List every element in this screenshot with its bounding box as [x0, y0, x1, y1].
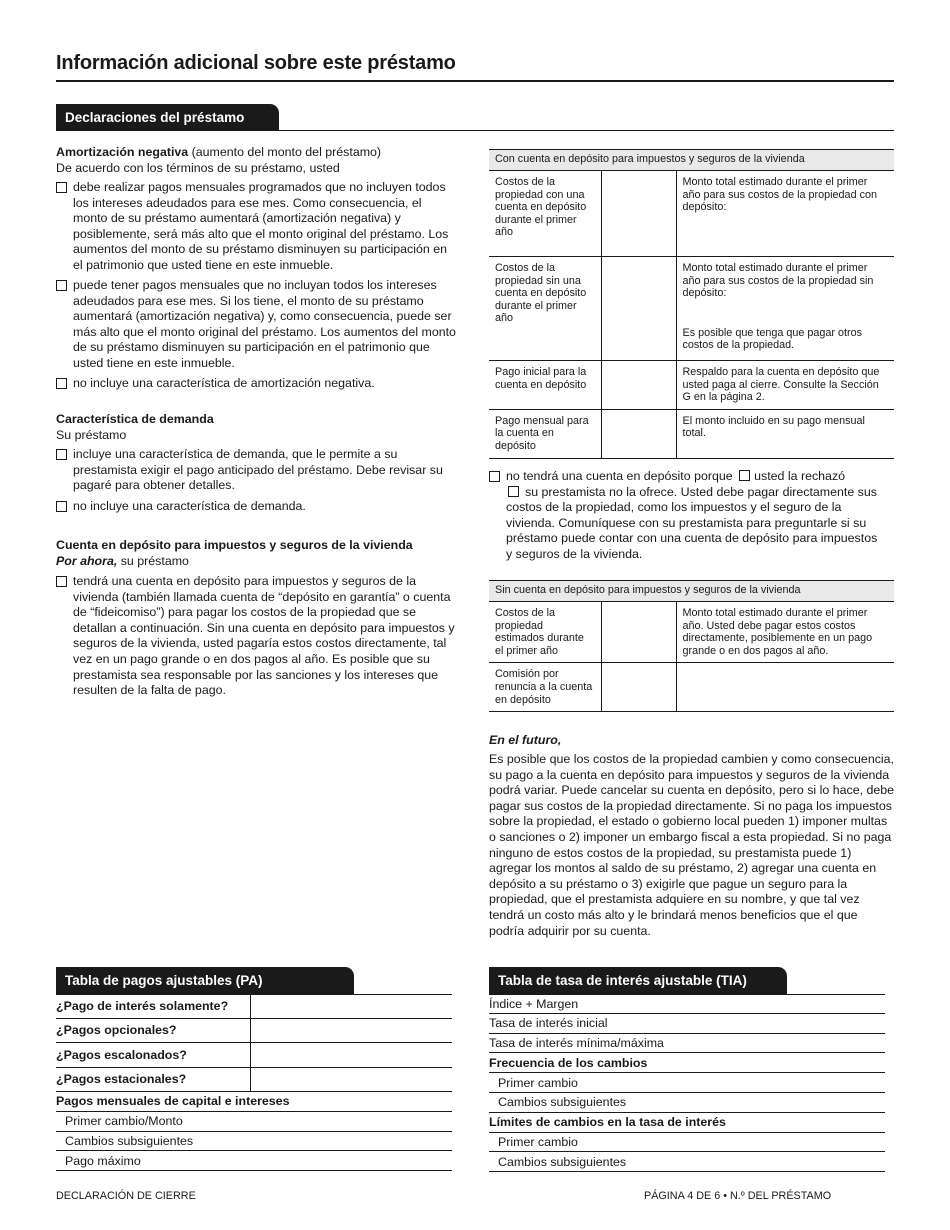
escrow-heading: Cuenta en depósito para impuestos y seguros de la vivienda: [56, 538, 413, 552]
row-label: Costos de la propiedad con una cuenta en depósito durante el primer año: [489, 171, 601, 257]
checkbox[interactable]: [56, 378, 67, 389]
escrow-intro: Por ahora, su préstamo: [56, 554, 189, 568]
page-title: Información adicional sobre este préstamo: [56, 52, 456, 74]
table-row: [56, 1151, 452, 1171]
row-label: Primer cambio: [498, 1134, 578, 1149]
row-description: El monto incluido en su pago mensual total.: [676, 409, 894, 458]
amount-field[interactable]: [601, 257, 676, 361]
amount-field[interactable]: [601, 663, 676, 712]
ap-table-tab: Tabla de pagos ajustables (PA): [56, 967, 354, 994]
air-table-tab: Tabla de tasa de interés ajustable (TIA): [489, 967, 787, 994]
table-row: [489, 1034, 885, 1054]
table-row: [56, 1043, 452, 1068]
table-row: [489, 257, 894, 361]
checkbox[interactable]: [56, 501, 67, 512]
table-row: [489, 409, 894, 458]
row-label: Pago mensual para la cuenta en depósito: [489, 409, 601, 458]
ap-table: [56, 994, 452, 1171]
air-table: [489, 994, 885, 1172]
row-label: ¿Pagos estacionales?: [56, 1068, 251, 1092]
checkbox[interactable]: [56, 576, 67, 587]
declined-checkbox[interactable]: [739, 470, 750, 481]
row-label: Tasa de interés inicial: [489, 1016, 608, 1031]
value-field[interactable]: [251, 995, 452, 1018]
row-label: Pago inicial para la cuenta en depósito: [489, 361, 601, 410]
amount-field[interactable]: [601, 171, 676, 257]
row-label: Primer cambio: [498, 1075, 578, 1090]
table-row: [56, 1092, 452, 1112]
row-label: Frecuencia de los cambios: [489, 1055, 648, 1070]
escrow-option[interactable]: tendrá una cuenta en depósito para impuestos y seguros de la vivienda (también llamada cuenta de “depósito en garantía” o cuenta de “fideicomiso”) para pagar los costos de la propiedad que se detallan a continuación. Sin una cuenta en depósito para impuestos y seguros de la vivienda, usted pagaría estos costos directamente, tal vez en un pago grande o en dos pagos al año. Es posible que su prestamista sea responsable por las sanciones y los intereses que resulten de la falta de pago.: [56, 574, 460, 699]
table-row: [489, 602, 894, 663]
demand-feature-heading: Característica de demanda: [56, 412, 214, 426]
negative-amortization-option-1[interactable]: debe realizar pagos mensuales programados que no incluyen todos los intereses adeudados para ese mes. Como consecuencia, el monto de su préstamo aumentará (amortización negativa) y posiblemente, será más alto que el monto original del préstamo. Los aumentos del monto de su préstamo disminuyen su participación en el patrimonio que usted tiene en este inmueble.: [56, 180, 458, 274]
row-label: ¿Pago de interés solamente?: [56, 995, 251, 1018]
row-label: Comisión por renuncia a la cuenta en depósito: [489, 663, 601, 712]
future-body: Es posible que los costos de la propiedad cambien y como consecuencia, su pago a la cuenta en depósito para impuestos y seguros de la vivienda podrá variar. Puede cancelar su cuenta en depósito, pero si lo hace, debe pagar sus costos de la propiedad directamente. Si no paga los impuestos sobre la propiedad, el estado o gobierno local pueden 1) imponer multas o sanciones o 2) imponer un embargo fiscal a esta propiedad. Si no paga ninguno de estos costos de la propiedad, su prestamista puede 1) agregar los montos al saldo de su préstamo, 2) agregar una cuenta en depósito a su préstamo o 3) exigirle que pague un seguro para la propiedad, que el prestamista adquiere en su nombre, y que tal vez tendrá un costo más alto y le brindará menos beneficios que el que podría adquirir por su cuenta.: [489, 752, 895, 938]
row-label: Pago máximo: [65, 1153, 141, 1168]
row-description: Monto total estimado durante el primer año para sus costos de la propiedad sin depósito: Es posible que tenga que pagar otros costos de la propiedad.: [676, 257, 894, 361]
table-row: [489, 1152, 885, 1172]
row-description: Monto total estimado durante el primer año. Usted debe pagar estos costos directamente, posiblemente en un pago grande o en dos pagos al año.: [676, 602, 894, 663]
amount-field[interactable]: [601, 602, 676, 663]
checkbox[interactable]: [489, 471, 500, 482]
no-escrow-table-header: Sin cuenta en depósito para impuestos y seguros de la vivienda: [489, 581, 894, 602]
loan-disclosures-tab: Declaraciones del préstamo: [56, 104, 279, 131]
footer-right: PÁGINA 4 DE 6 • N.º DEL PRÉSTAMO: [644, 1190, 832, 1202]
value-field[interactable]: [251, 1043, 452, 1067]
amount-field[interactable]: [601, 409, 676, 458]
row-label: Límites de cambios en la tasa de interés: [489, 1115, 726, 1130]
row-label: ¿Pagos opcionales?: [56, 1019, 251, 1043]
table-row: [56, 994, 452, 1019]
checkbox[interactable]: [56, 280, 67, 291]
row-label: Cambios subsiguientes: [498, 1095, 627, 1110]
title-rule: [56, 80, 894, 82]
row-label: Índice + Margen: [489, 996, 579, 1011]
table-row: [489, 1093, 885, 1113]
row-description: Monto total estimado durante el primer año para sus costos de la propiedad con depósito:: [676, 171, 894, 257]
demand-feature-intro: Su préstamo: [56, 428, 127, 442]
loan-disclosures-rule: [56, 130, 894, 131]
table-row: [56, 1112, 452, 1132]
row-label: Tasa de interés mínima/máxima: [489, 1035, 664, 1050]
negative-amortization-heading: Amortización negativa (aumento del monto del préstamo): [56, 145, 382, 159]
amount-field[interactable]: [601, 361, 676, 410]
table-row: [56, 1132, 452, 1152]
lender-not-offered-checkbox[interactable]: [508, 486, 519, 497]
no-escrow-option[interactable]: no tendrá una cuenta en depósito porque usted la rechazó su prestamista no la ofrece. Usted debe pagar directamente sus costos de la propiedad, como los impuestos y el seguro de la vivienda. Comuníquese con su prestamista para preguntarle si su préstamo puede contar con una cuenta de depósito para impuestos y seguros de la vivienda.: [489, 469, 879, 563]
row-label: Cambios subsiguientes: [498, 1154, 627, 1169]
table-row: [489, 1113, 885, 1133]
table-row: [489, 361, 894, 410]
demand-feature-option-2[interactable]: no incluye una característica de demanda.: [56, 499, 458, 515]
row-description: Respaldo para la cuenta en depósito que usted paga al cierre. Consulte la Sección G en la página 2.: [676, 361, 894, 410]
monthly-heading: Pagos mensuales de capital e intereses: [56, 1094, 290, 1109]
no-escrow-table: [489, 580, 894, 712]
row-description: [676, 663, 894, 712]
value-field[interactable]: [251, 1019, 452, 1043]
row-label: Primer cambio/Monto: [65, 1114, 183, 1129]
negative-amortization-option-2[interactable]: puede tener pagos mensuales que no incluyan todos los intereses adeudados para ese mes. Si los tiene, el monto de su préstamo aumentará (amortización negativa) y, como consecuencia, puede ser más alto que el monto original del préstamo. Los aumentos del monto de su préstamo disminuyen su participación en el patrimonio que usted tiene en este inmueble.: [56, 278, 458, 372]
future-heading: En el futuro,: [489, 733, 562, 747]
table-row: [489, 994, 885, 1014]
with-escrow-table-header: Con cuenta en depósito para impuestos y seguros de la vivienda: [489, 150, 894, 171]
row-label: Costos de la propiedad sin una cuenta en depósito durante el primer año: [489, 257, 601, 361]
demand-feature-option-1[interactable]: incluye una característica de demanda, que le permite a su prestamista exigir el pago anticipado del préstamo. Debe revisar su pagaré para obtener detalles.: [56, 447, 458, 494]
row-label: Costos de la propiedad estimados durante el primer año: [489, 602, 601, 663]
table-row: [489, 1014, 885, 1034]
table-row: [56, 1068, 452, 1093]
with-escrow-table: [489, 149, 894, 459]
table-row: [489, 1073, 885, 1093]
row-label: ¿Pagos escalonados?: [56, 1043, 251, 1067]
footer-left: DECLARACIÓN DE CIERRE: [56, 1190, 196, 1202]
value-field[interactable]: [251, 1068, 452, 1092]
table-row: [489, 171, 894, 257]
checkbox[interactable]: [56, 182, 67, 193]
checkbox[interactable]: [56, 449, 67, 460]
row-label: Cambios subsiguientes: [65, 1133, 194, 1148]
negative-amortization-intro: De acuerdo con los términos de su préstamo, usted: [56, 161, 340, 175]
table-row: [489, 663, 894, 712]
table-row: [56, 1019, 452, 1044]
table-row: [489, 1053, 885, 1073]
negative-amortization-option-3[interactable]: no incluye una característica de amortización negativa.: [56, 376, 458, 392]
table-row: [489, 1133, 885, 1153]
